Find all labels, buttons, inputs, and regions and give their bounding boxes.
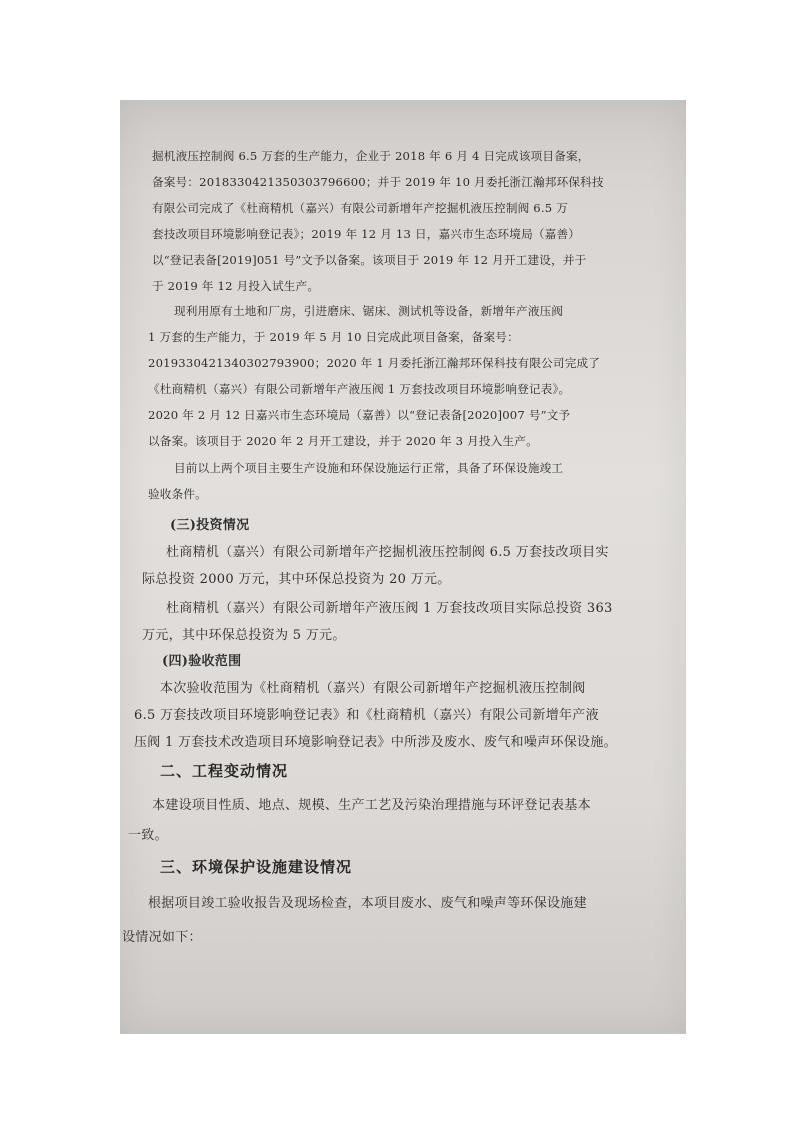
chapter-heading: 三、环境保护设施建设情况 xyxy=(160,858,353,876)
text-line: 根据项目竣工验收报告及现场检查，本项目废水、废气和噪声等环保设施建 xyxy=(148,896,587,911)
text-line: 万元，其中环保总投资为 5 万元。 xyxy=(142,628,346,643)
text-line: 目前以上两个项目主要生产设施和环保设施运行正常，具备了环保设施竣工 xyxy=(174,461,564,475)
text-line: 于 2019 年 12 月投入试生产。 xyxy=(152,279,320,293)
text-line: 本建设项目性质、地点、规模、生产工艺及污染治理措施与环评登记表基本 xyxy=(152,798,591,813)
text-line: 现利用原有土地和厂房，引进磨床、锯床、测试机等设备，新增年产液压阀 xyxy=(174,304,564,318)
text-line: 以“登记表备[2019]051 号”文予以备案。该项目于 2019 年 12 月开工建设，并于 xyxy=(152,253,587,267)
section-heading: (四)验收范围 xyxy=(162,654,242,669)
text-line: 压阀 1 万套技术改造项目环境影响登记表》中所涉及废水、废气和噪声环保设施。 xyxy=(134,735,617,750)
text-line: 设情况如下： xyxy=(122,930,202,945)
text-line: 验收条件。 xyxy=(148,487,207,501)
text-line: 备案号：2018330421350303796600；并于 2019 年 10 月委托浙江瀚邦环保科技 xyxy=(152,175,604,189)
text-line: 有限公司完成了《杜商精机（嘉兴）有限公司新增年产挖掘机液压控制阀 6.5 万 xyxy=(152,201,569,215)
chapter-heading: 二、工程变动情况 xyxy=(160,762,289,780)
text-line: 杜商精机（嘉兴）有限公司新增年产液压阀 1 万套技改项目实际总投资 363 xyxy=(166,601,613,616)
text-line: 杜商精机（嘉兴）有限公司新增年产挖掘机液压控制阀 6.5 万套技改项目实 xyxy=(166,545,609,560)
text-line: 本次验收范围为《杜商精机（嘉兴）有限公司新增年产挖掘机液压控制阀 xyxy=(160,681,586,696)
text-line: 6.5 万套技改项目环境影响登记表》和《杜商精机（嘉兴）有限公司新增年产液 xyxy=(134,708,599,723)
section-heading: (三)投资情况 xyxy=(170,518,250,533)
text-line: 套技改项目环境影响登记表》；2019 年 12 月 13 日，嘉兴市生态环境局（嘉善） xyxy=(152,227,581,241)
text-line: 1 万套的生产能力，于 2019 年 5 月 10 日完成此项目备案，备案号： xyxy=(148,330,519,344)
text-line: 以备案。该项目于 2020 年 2 月开工建设，并于 2020 年 3 月投入生产。 xyxy=(148,434,538,448)
text-line: 2020 年 2 月 12 日嘉兴市生态环境局（嘉善）以“登记表备[2020]007 号”文予 xyxy=(148,408,571,422)
text-line: 际总投资 2000 万元，其中环保总投资为 20 万元。 xyxy=(142,572,451,587)
text-line: 2019330421340302793900；2020 年 1 月委托浙江瀚邦环保科技有限公司完成了 xyxy=(148,356,601,370)
text-line: 《杜商精机（嘉兴）有限公司新增年产液压阀 1 万套技改项目环境影响登记表》。 xyxy=(148,382,571,396)
text-line: 一致。 xyxy=(128,828,168,843)
text-line: 掘机液压控制阀 6.5 万套的生产能力，企业于 2018 年 6 月 4 日完成该项目备案， xyxy=(152,149,590,163)
